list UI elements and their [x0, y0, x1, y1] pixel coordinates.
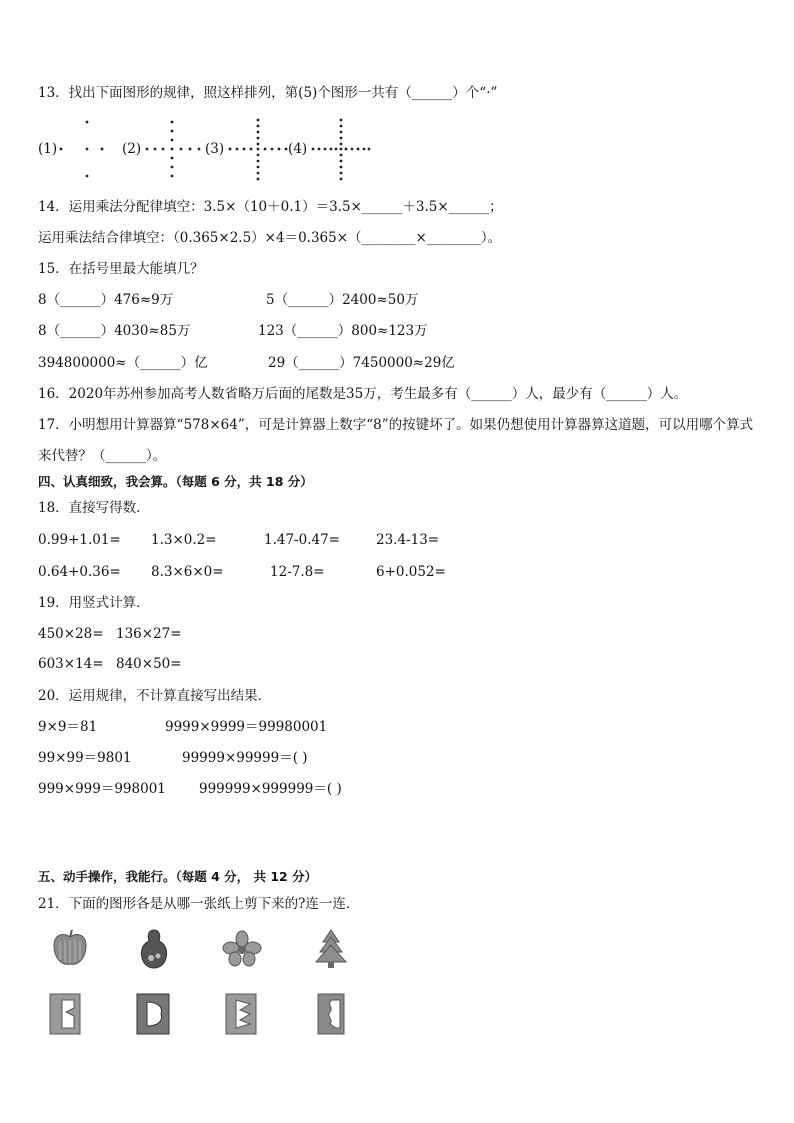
q13-label-3: (3): [205, 141, 225, 157]
dot: [340, 160, 343, 163]
q15-title: 15．在括号里最大能填几？: [38, 261, 204, 277]
q19-r1-c1: 450×28=: [38, 626, 104, 642]
dot: [171, 148, 174, 151]
q13-text: 13．找出下面图形的规律，照这样排列，第(5)个图形一共有（______）个“·”: [38, 85, 498, 101]
dot: [180, 148, 183, 151]
dot: [171, 175, 174, 178]
q19-r1-c2: 136×27=: [116, 626, 182, 642]
dot: [340, 178, 343, 181]
q16-text: 16．2020年苏州参加高考人数省略万后面的尾数是35万，考生最多有（______）人，最少有（______）人。: [38, 386, 688, 402]
gourd-icon: [138, 928, 170, 970]
section4-heading: 四、认真细致，我会算。（每题 6 分，共 18 分）: [38, 474, 313, 489]
dot: [257, 131, 260, 134]
q20-r1-c2: 9999×9999＝99980001: [165, 719, 328, 735]
dot: [250, 148, 253, 151]
dot: [312, 148, 315, 151]
dot: [171, 166, 174, 169]
q13-label-4: (4): [288, 141, 308, 157]
dot: [340, 137, 343, 140]
q17-line1: 17．小明想用计算器算“578×64”，可是计算器上数字“8”的按键坏了。如果仍想使用计算器算这道题，可以用哪个算式: [38, 417, 754, 433]
flower-icon: [222, 930, 262, 968]
dot: [154, 148, 157, 151]
q21-title: 21．下面的图形各是从哪一张纸上剪下来的?连一连．: [38, 896, 360, 912]
dot: [340, 148, 343, 151]
section5-heading: 五、动手操作，我能行。（每题 4 分， 共 12 分）: [38, 869, 318, 884]
q18-r1-c1: 0.99+1.01=: [38, 532, 121, 548]
dot: [86, 148, 89, 151]
dot: [257, 160, 260, 163]
q19-title: 19．用竖式计算．: [38, 595, 150, 611]
dot: [243, 148, 246, 151]
dot: [340, 143, 343, 146]
dot: [171, 130, 174, 133]
q15-r2-c1: 8（______）4030≈85万: [38, 323, 191, 339]
dot: [189, 148, 192, 151]
dot: [171, 121, 174, 124]
q20-r3-c2: 999999×999999＝( ): [199, 781, 342, 797]
q18-r2-c4: 6+0.052=: [376, 564, 446, 580]
q20-title: 20．运用规律，不计算直接写出结果．: [38, 688, 272, 704]
dot: [340, 125, 343, 128]
dot: [340, 154, 343, 157]
q19-r2-c2: 840×50=: [116, 656, 182, 672]
cut-paper-2: [135, 990, 171, 1038]
dot: [257, 119, 260, 122]
q19-r2-c1: 603×14=: [38, 656, 104, 672]
q14-line1: 14．运用乘法分配律填空：3.5×（10＋0.1）＝3.5×______＋3.5×______；: [38, 199, 503, 215]
q18-title: 18．直接写得数．: [38, 500, 150, 516]
cut-paper-3: [224, 990, 258, 1038]
q18-r2-c2: 8.3×6×0=: [151, 564, 224, 580]
dot: [335, 148, 338, 151]
dot: [368, 148, 371, 151]
dot: [60, 148, 63, 151]
dot: [162, 148, 165, 151]
dot: [285, 148, 288, 151]
q15-r2-c2: 123（______）800≈123万: [258, 323, 428, 339]
q18-r2-c1: 0.64+0.36=: [38, 564, 121, 580]
dot: [146, 148, 149, 151]
dot: [257, 125, 260, 128]
q17-line2: 来代替？（______）。: [38, 448, 167, 464]
dot: [271, 148, 274, 151]
dot: [257, 148, 260, 151]
q20-r1-c1: 9×9＝81: [38, 719, 98, 735]
dot: [345, 148, 348, 151]
dot: [257, 143, 260, 146]
dot: [357, 148, 360, 151]
q20-r2-c1: 99×99＝9801: [38, 750, 132, 766]
q13-label-1: (1): [38, 141, 58, 157]
dot: [257, 166, 260, 169]
apple-icon: [50, 928, 90, 970]
dot: [330, 148, 333, 151]
cut-paper-4: [316, 990, 346, 1038]
dot: [171, 157, 174, 160]
q15-r1-c1: 8（______）476≈9万: [38, 292, 174, 308]
dot: [363, 148, 366, 151]
q15-r3-c2: 29（______）7450000≈29亿: [268, 355, 455, 371]
dot: [257, 154, 260, 157]
dot: [236, 148, 239, 151]
cut-paper-1: [48, 990, 82, 1038]
dot: [340, 172, 343, 175]
q15-r3-c1: 394800000≈（______）亿: [38, 355, 208, 371]
q13-label-2: (2): [122, 141, 142, 157]
dot: [340, 131, 343, 134]
dot: [101, 148, 104, 151]
dot: [351, 148, 354, 151]
q18-r1-c2: 1.3×0.2=: [151, 532, 217, 548]
q20-r3-c1: 999×999＝998001: [38, 781, 166, 797]
dot: [318, 148, 321, 151]
q18-r1-c3: 1.47-0.47=: [264, 532, 340, 548]
dot: [257, 172, 260, 175]
dot: [86, 175, 89, 178]
dot: [86, 121, 89, 124]
dot: [340, 166, 343, 169]
q18-r1-c4: 23.4-13=: [376, 532, 440, 548]
dot: [229, 148, 232, 151]
q18-r2-c3: 12-7.8=: [270, 564, 325, 580]
dot: [257, 137, 260, 140]
dot: [198, 148, 201, 151]
q20-r2-c2: 99999×99999＝( ): [182, 750, 308, 766]
dot: [257, 178, 260, 181]
q13-dot-figures: [0, 0, 794, 200]
dot: [340, 119, 343, 122]
dot: [324, 148, 327, 151]
tree-icon: [314, 928, 348, 970]
dot: [278, 148, 281, 151]
dot: [171, 139, 174, 142]
q15-r1-c2: 5（______）2400≈50万: [266, 292, 419, 308]
dot: [264, 148, 267, 151]
q14-line2: 运用乘法结合律填空：（0.365×2.5）×4＝0.365×（________×________）。: [38, 230, 502, 246]
